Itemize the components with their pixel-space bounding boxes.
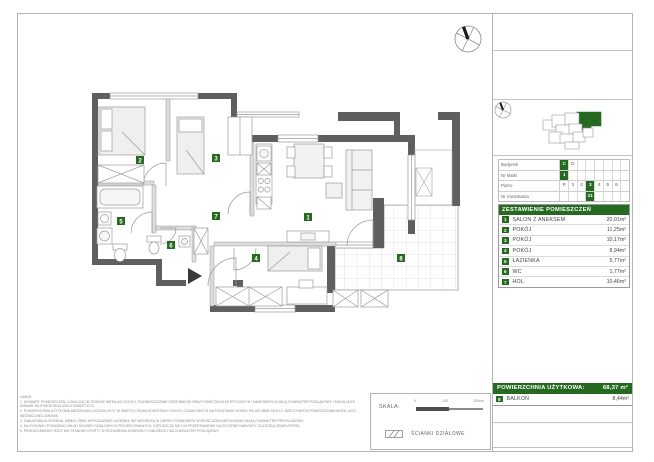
room-area: 1,77m²: [609, 268, 626, 275]
info-cell: [613, 192, 622, 202]
svg-text:6: 6: [169, 243, 173, 250]
info-cell: 5: [604, 181, 613, 191]
info-cell: [621, 171, 629, 181]
panel-line-5: [493, 447, 632, 448]
notes-title: UWAGI:: [20, 395, 33, 399]
info-row-building: [499, 160, 629, 171]
info-cell: [621, 160, 629, 170]
info-cell: [604, 160, 613, 170]
room-number-badge: 5: [503, 258, 507, 264]
info-cell: [604, 171, 613, 181]
room-badge-3: [212, 154, 220, 162]
table-row: [499, 215, 629, 225]
info-cell: [621, 192, 629, 202]
room-area: 8,44m²: [612, 396, 629, 402]
info-label: Piętro: [499, 181, 560, 191]
rooms-table: [498, 204, 630, 288]
table-row: [499, 246, 629, 256]
info-cell: [613, 171, 622, 181]
info-cell: [578, 171, 587, 181]
room-number-badge: 2: [503, 227, 507, 233]
usable-area-label: POWIERZCHNIA UŻYTKOWA:: [497, 385, 585, 392]
info-cell: C: [560, 160, 569, 170]
info-label: Budynek: [499, 160, 560, 170]
info-cell: 3: [586, 181, 595, 191]
scale-bar-light: [449, 408, 483, 410]
info-cell: D: [569, 160, 578, 170]
svg-text:1: 1: [306, 215, 310, 222]
room-badge-1: [304, 213, 312, 221]
room-badge-5: [117, 217, 125, 225]
svg-text:7: 7: [214, 214, 218, 221]
rooms-table-title: ZESTAWIENIE POMIESZCZEŃ: [499, 205, 629, 215]
room-name: WC: [512, 268, 522, 275]
svg-text:4: 4: [254, 256, 258, 263]
info-cell: [613, 160, 622, 170]
usable-area-bar: [493, 383, 632, 394]
panel-north-arrow-icon: [495, 102, 511, 118]
scale-bar-dark: [416, 407, 449, 411]
table-row: [499, 257, 629, 267]
info-cell: 2: [578, 181, 587, 191]
info-label: Nr klatki: [499, 171, 560, 181]
scale-label: SKALA:: [379, 404, 400, 410]
info-cell: [586, 171, 595, 181]
info-cell: [595, 160, 604, 170]
info-cell: [586, 160, 595, 170]
room-area: 20,01m²: [606, 216, 626, 223]
table-row: [499, 225, 629, 235]
info-cell: [604, 192, 613, 202]
room-name: BALKON: [506, 396, 530, 402]
scale-tick-200: 200cm: [473, 399, 484, 403]
room-area: 10,17m²: [606, 237, 626, 244]
room-name: SALON Z ANEKSEM: [512, 216, 566, 223]
info-cell: [578, 192, 587, 202]
svg-text:2: 2: [138, 158, 142, 165]
info-cell: 6: [613, 181, 622, 191]
notes-block: [20, 395, 366, 434]
room-number-badge: 7: [503, 279, 507, 285]
room-name: POKÓJ: [512, 247, 532, 254]
info-cell: [569, 192, 578, 202]
info-cell: [595, 192, 604, 202]
info-row-apartment: [499, 192, 629, 202]
room-area: 11,25m²: [606, 227, 626, 234]
panel-line-2: [493, 99, 632, 100]
room-name: ŁAZIENKA: [512, 258, 540, 265]
scale-tick-100: 100: [442, 399, 448, 403]
scale-tick-0: 0: [414, 399, 416, 403]
table-row: [499, 267, 629, 277]
info-cell: 4: [595, 181, 604, 191]
svg-text:8: 8: [399, 256, 403, 263]
info-row-staircase: [499, 171, 629, 182]
partition-wall-icon: [385, 430, 403, 438]
room-name: POKÓJ: [512, 227, 532, 234]
panel-line-1: [493, 50, 632, 51]
note-line: 2. POWIERZCHNIA UŻYTKOWA MIESZKANIA LICZONA JEST W ŚWIETLE ŚCIAN KONSTRUKCYJNYCH I DZIAŁOWYCH NA PODSTAWIE NORMY PN-ISO 9836:2015-12. RZECZYWISTA POWIERZCHNIA MOŻE ULEC NIEZNACZNEJ ZMIANIE.: [20, 409, 357, 418]
info-cell: P: [560, 181, 569, 191]
note-line: 4. NA RYSUNKU POKAZANO UKŁAD ŚCIANEK DZIAŁOWYCH PROJEKTOWANYCH; DOPUSZCZA SIĘ ICH PRZESTAWIENIE NA ŻYCZENIE NABYWCY ZA ZGODĄ DEWELOPERA.: [20, 423, 301, 428]
room-badge-8: [397, 254, 405, 262]
building-locator-map: [543, 112, 601, 149]
room-number-badge: 3: [503, 237, 507, 243]
table-row: [499, 277, 629, 286]
table-row: [499, 236, 629, 246]
room-badge-7: [212, 212, 220, 220]
north-arrow-icon: [455, 26, 481, 52]
usable-area-value: 68,37 m²: [602, 385, 628, 392]
note-line: 5. PRZEDSTAWIONY RZUT NIE STANOWI OFERTY W ROZUMIENIU KODEKSU CYWILNEGO I MA CHARAKTER POGLĄDOWY.: [20, 428, 220, 433]
info-cell: [560, 192, 569, 202]
room-number-badge: 6: [503, 269, 507, 275]
note-line: 1. WYMIARY POMIESZCZEŃ, LOKALIZACJE PIONÓW INSTALACYJNYCH, ROZMIESZCZENIE GRZEJNIKÓW ORAZ PUNKTÓW ELEKTRYCZNYCH I SANITARNYCH MAJĄ CHARAKTER POGLĄDOWY I MOGĄ ULEC ZMIANIE NA ETAPIE REALIZACJI INWESTYCJI.: [20, 400, 356, 409]
entrance-arrow-icon: [188, 268, 202, 284]
room-area: 10,46m²: [606, 279, 626, 286]
room-name: HOL: [512, 279, 524, 286]
room-name: POKÓJ: [512, 237, 532, 244]
room-number-badge: 4: [503, 248, 507, 254]
info-cell: [578, 160, 587, 170]
info-label: Nr mieszkania: [499, 192, 560, 202]
room-area: 5,77m²: [609, 258, 626, 265]
scale-box: [370, 393, 491, 422]
panel-line-4: [493, 422, 632, 423]
room-area: 8,94m²: [609, 247, 626, 254]
legend-box: [370, 421, 491, 450]
partition-wall-legend-label: ŚCIANKI DZIAŁOWE: [411, 431, 465, 437]
info-cell: [621, 181, 629, 191]
balcony-row: [493, 394, 632, 406]
room-badge-6: [167, 241, 175, 249]
svg-text:3: 3: [214, 156, 218, 163]
info-row-floor: [499, 181, 629, 192]
note-line: 3. ZABUDOWA KUCHENNA, MEBLE ORAZ WYPOSAŻENIE ŁAZIENEK NIE WCHODZĄ W ZAKRES STANDARDU WYKOŃCZENIA MIESZKANIA I MAJĄ CHARAKTER PRZYKŁADOWY.: [20, 418, 304, 423]
room-badge-2: [136, 156, 144, 164]
room-number-badge: 8: [497, 396, 501, 402]
neighbour-outline: [415, 150, 452, 205]
info-cell: 1: [569, 181, 578, 191]
info-cell: [569, 171, 578, 181]
info-cell: 1: [560, 171, 569, 181]
room-badge-4: [252, 254, 260, 262]
info-cell: 21: [586, 192, 595, 202]
room-number-badge: 1: [503, 217, 507, 223]
info-cell: [595, 171, 604, 181]
panel-line-3: [493, 155, 632, 156]
svg-text:5: 5: [119, 219, 123, 226]
unit-info-table: [498, 159, 630, 202]
